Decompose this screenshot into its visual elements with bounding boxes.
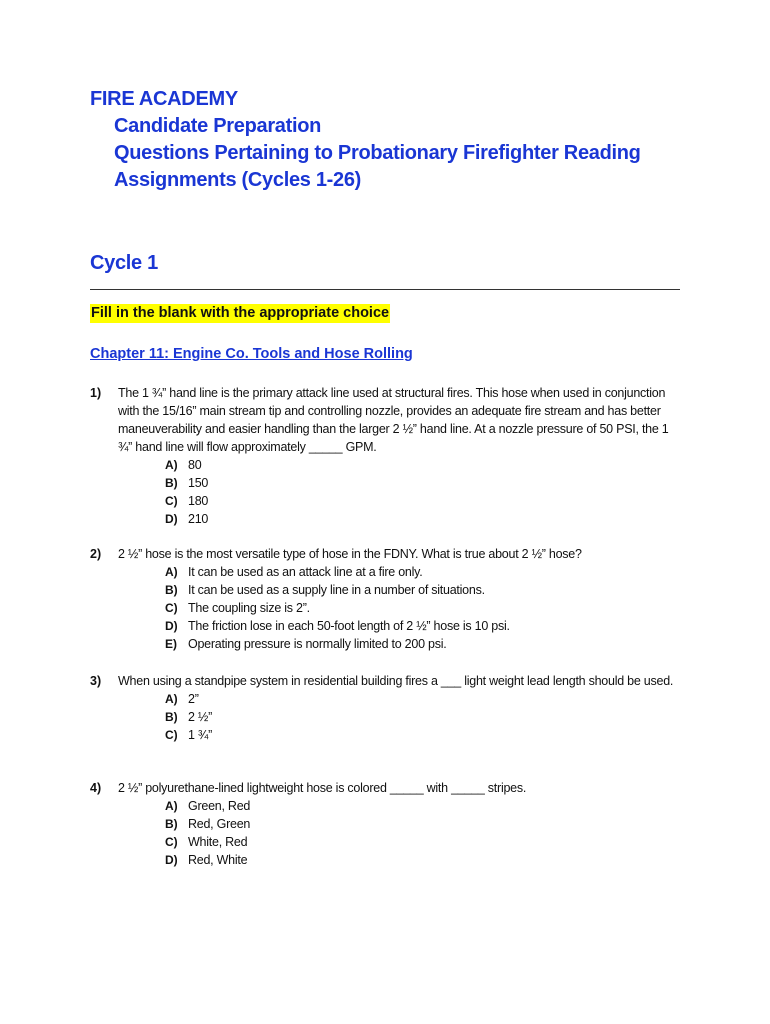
org-title: FIRE ACADEMY	[90, 88, 238, 110]
option-letter: C)	[165, 728, 178, 742]
option-a	[90, 456, 680, 474]
option-text: Red, Green	[188, 817, 251, 831]
option-letter: B)	[165, 476, 178, 490]
option-text: 2 ½”	[188, 710, 213, 724]
option-letter: B)	[165, 583, 178, 597]
option-b	[90, 581, 680, 599]
chapter-heading: Chapter 11: Engine Co. Tools and Hose Rolling	[90, 346, 413, 362]
option-text: White, Red	[188, 835, 248, 849]
question-text: When using a standpipe system in residential building fires a ___ light weight lead length should be used.	[118, 674, 674, 688]
option-letter: D)	[165, 619, 178, 633]
question-text: The 1 ¾” hand line is the primary attack line used at structural fires. This hose when used in conjunction with the 15/16” main stream tip and controlling nozzle, provides an adequate fire stream and has better maneuverability and easier handling than the larger 2 ½” hand line. At a nozzle pressure of 50 PSI, the 1 ¾” hand line will flow approximately _____ GPM.	[118, 386, 669, 454]
document-title-line-2: Assignments (Cycles 1-26)	[114, 169, 362, 191]
option-list	[90, 690, 680, 744]
option-text: 1 ¾”	[188, 728, 213, 742]
option-text: The friction lose in each 50-foot length of 2 ½” hose is 10 psi.	[188, 619, 510, 633]
option-a	[90, 797, 680, 815]
option-text: Red, White	[188, 853, 248, 867]
option-c	[90, 833, 680, 851]
option-c	[90, 599, 680, 617]
document-title-line-1: Questions Pertaining to Probationary Firefighter Reading	[114, 142, 641, 164]
option-letter: D)	[165, 512, 178, 526]
option-text: It can be used as an attack line at a fire only.	[188, 565, 423, 579]
question-4	[90, 779, 680, 869]
option-text: 2”	[188, 692, 199, 706]
option-text: Green, Red	[188, 799, 251, 813]
option-d	[90, 510, 680, 528]
option-e	[90, 635, 680, 653]
instruction-text: Fill in the blank with the appropriate choice	[91, 305, 390, 321]
option-letter: A)	[165, 565, 178, 579]
option-letter: A)	[165, 692, 178, 706]
option-text: Operating pressure is normally limited to 200 psi.	[188, 637, 447, 651]
option-letter: A)	[165, 799, 178, 813]
option-a	[90, 563, 680, 581]
option-text: It can be used as a supply line in a number of situations.	[188, 583, 485, 597]
option-letter: B)	[165, 817, 178, 831]
section-divider	[90, 289, 680, 290]
option-c	[90, 726, 680, 744]
option-list	[90, 797, 680, 869]
option-d	[90, 617, 680, 635]
question-number: 2)	[90, 547, 102, 561]
option-letter: C)	[165, 494, 178, 508]
option-text: 150	[188, 476, 209, 490]
option-b	[90, 474, 680, 492]
option-b	[90, 708, 680, 726]
question-number: 1)	[90, 386, 102, 400]
option-c	[90, 492, 680, 510]
option-letter: E)	[165, 637, 177, 651]
option-letter: C)	[165, 835, 178, 849]
cycle-heading: Cycle 1	[90, 252, 158, 274]
question-text: 2 ½” hose is the most versatile type of hose in the FDNY. What is true about 2 ½” hose?	[118, 547, 582, 561]
option-text: 210	[188, 512, 209, 526]
question-3	[90, 672, 680, 744]
option-text: 180	[188, 494, 209, 508]
option-letter: B)	[165, 710, 178, 724]
option-b	[90, 815, 680, 833]
question-number: 3)	[90, 674, 102, 688]
option-a	[90, 690, 680, 708]
subtitle: Candidate Preparation	[114, 115, 322, 137]
question-2	[90, 545, 680, 653]
option-d	[90, 851, 680, 869]
option-text: 80	[188, 458, 202, 472]
question-number: 4)	[90, 781, 102, 795]
option-letter: C)	[165, 601, 178, 615]
option-list	[90, 456, 680, 528]
option-letter: D)	[165, 853, 178, 867]
question-1	[90, 384, 680, 528]
option-text: The coupling size is 2”.	[188, 601, 310, 615]
option-list	[90, 563, 680, 653]
option-letter: A)	[165, 458, 178, 472]
question-text: 2 ½” polyurethane-lined lightweight hose is colored _____ with _____ stripes.	[118, 781, 527, 795]
